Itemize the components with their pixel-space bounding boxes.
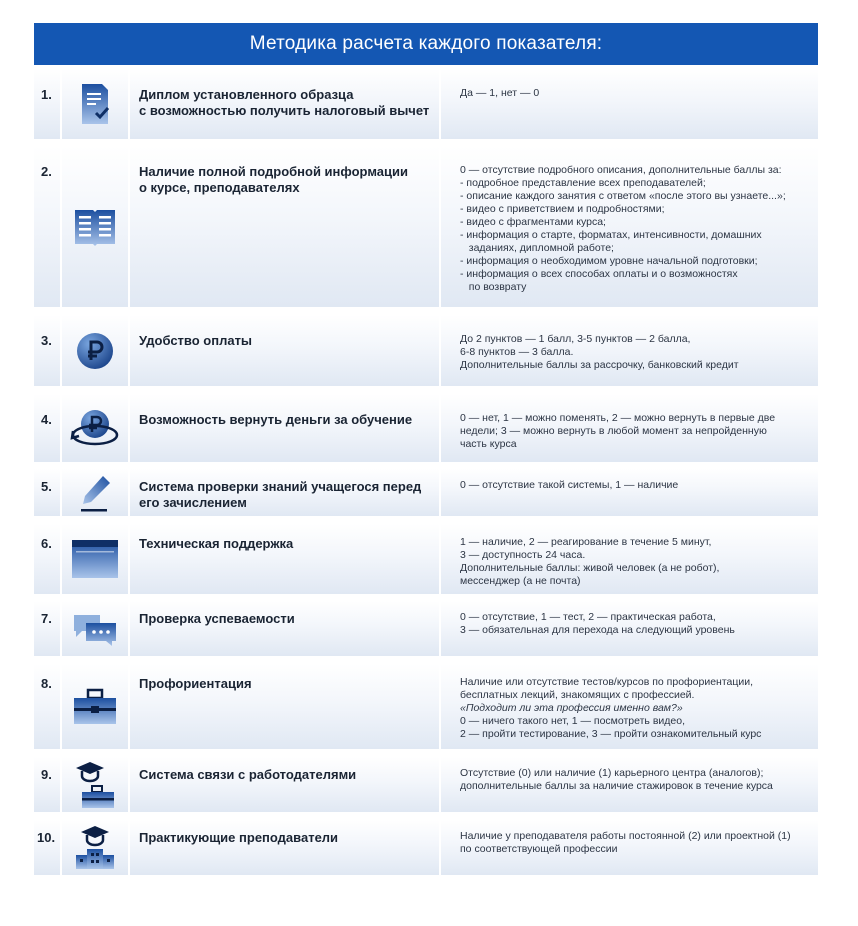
table-row [34, 315, 818, 386]
row-number: 3. [41, 333, 52, 348]
table-row [34, 69, 818, 139]
row-number: 2. [41, 164, 52, 179]
description-line: До 2 пунктов — 1 балл, 3-5 пунктов — 2 балла, [460, 333, 691, 345]
indicator-description [441, 664, 818, 749]
indicator-description [441, 757, 818, 812]
indicator-name-line: Диплом установленного образца [139, 87, 354, 102]
description-line: - информация о всех способах оплаты и о возможностях [460, 268, 738, 280]
table-row [34, 469, 818, 516]
description-line: по соответствующей профессии [460, 843, 618, 855]
table-row [34, 146, 818, 307]
row-number: 8. [41, 676, 52, 691]
description-line: «Подходит ли эта профессия именно вам?» [460, 702, 683, 714]
table-row [34, 664, 818, 749]
row-number: 7. [41, 611, 52, 626]
description-line: Отсутствие (0) или наличие (1) карьерного центра (аналогов); [460, 767, 764, 779]
description-line: 0 — нет, 1 — можно поменять, 2 — можно вернуть в первые две [460, 412, 776, 424]
book-icon [62, 146, 128, 307]
description-line: 0 — отсутствие подробного описания, дополнительные баллы за: [460, 164, 782, 176]
description-line: - информация о старте, форматах, интенсивности, домашних [460, 229, 762, 241]
indicator-name [130, 820, 439, 875]
indicator-name [130, 394, 439, 462]
indicator-name-line: с возможностью получить налоговый вычет [139, 103, 430, 118]
table-row [34, 757, 818, 812]
page-title: Методика расчета каждого показателя: [34, 23, 818, 65]
indicator-name-line: Возможность вернуть деньги за обучение [139, 412, 413, 427]
briefcase-icon [62, 664, 128, 749]
indicator-name [130, 69, 439, 139]
description-line: - информация о необходимом уровне начальной подготовки; [460, 255, 758, 267]
indicator-name [130, 146, 439, 307]
indicator-name [130, 601, 439, 656]
description-line: 3 — обязательная для перехода на следующий уровень [460, 624, 735, 636]
indicator-name [130, 524, 439, 594]
indicator-description [441, 146, 818, 307]
table-row [34, 820, 818, 875]
row-number: 4. [41, 412, 52, 427]
indicator-name-line: Профориентация [139, 676, 252, 691]
description-line: 0 — отсутствие, 1 — тест, 2 — практическая работа, [460, 611, 716, 623]
description-line: Дополнительные баллы за рассрочку, банковский кредит [460, 359, 739, 371]
description-line: Наличие у преподавателя работы постоянной (2) или проектной (1) [460, 830, 791, 842]
indicator-name-line: о курсе, преподавателях [139, 180, 300, 195]
description-line: мессенджер (а не почта) [460, 575, 581, 587]
description-line: заданиях, дипломной работе; [460, 242, 614, 254]
pencil-icon [62, 469, 128, 516]
diploma-icon [62, 69, 128, 139]
description-line: - подробное представление всех преподавателей; [460, 177, 706, 189]
indicator-description [441, 820, 818, 875]
description-line: 3 — доступность 24 часа. [460, 549, 586, 561]
row-number: 10. [37, 830, 56, 845]
description-line: - описание каждого занятия с ответом «после этого вы узнаете...»; [460, 190, 786, 202]
indicator-name-line: Удобство оплаты [139, 333, 253, 348]
description-line: 6-8 пунктов — 3 балла. [460, 346, 574, 358]
description-line: - видео с фрагментами курса; [460, 216, 606, 228]
indicator-description [441, 69, 818, 139]
indicator-name-line: Проверка успеваемости [139, 611, 295, 626]
browser-window-icon [62, 524, 128, 594]
description-line: недели; 3 — можно вернуть в любой момент за непройденную [460, 425, 767, 437]
indicator-name [130, 315, 439, 386]
ruble-coin-icon [62, 315, 128, 386]
row-number: 1. [41, 87, 52, 102]
indicator-name-line: его зачислением [139, 495, 247, 510]
description-line: Наличие или отсутствие тестов/курсов по профориентации, [460, 676, 754, 688]
row-number: 5. [41, 479, 52, 494]
indicator-name [130, 469, 439, 516]
graduate-building-icon [62, 820, 128, 875]
description-line: Да — 1, нет — 0 [460, 87, 540, 99]
description-line: Дополнительные баллы: живой человек (а не робот), [460, 562, 720, 574]
indicator-name-line: Практикующие преподаватели [139, 830, 339, 845]
indicator-description [441, 315, 818, 386]
chat-bubbles-icon [62, 601, 128, 656]
description-line: 2 — пройти тестирование, 3 — пройти ознакомительный курс [460, 728, 762, 740]
description-line: по возврату [460, 281, 527, 293]
indicator-description [441, 601, 818, 656]
indicator-description [441, 524, 818, 594]
description-line: 0 — ничего такого нет, 1 — посмотреть видео, [460, 715, 685, 727]
indicator-name [130, 664, 439, 749]
indicator-name-line: Наличие полной подробной информации [139, 164, 408, 179]
graduate-briefcase-icon [62, 757, 128, 812]
description-line: 0 — отсутствие такой системы, 1 — наличие [460, 479, 679, 491]
indicator-name-line: Система связи с работодателями [139, 767, 357, 782]
indicator-name [130, 757, 439, 812]
description-line: дополнительные баллы за наличие стажировок в течение курса [460, 780, 773, 792]
indicator-name-line: Система проверки знаний учащегося перед [139, 479, 422, 494]
money-return-icon [62, 394, 128, 462]
indicator-description [441, 469, 818, 516]
description-line: 1 — наличие, 2 — реагирование в течение 5 минут, [460, 536, 712, 548]
row-number: 9. [41, 767, 52, 782]
indicator-description [441, 394, 818, 462]
description-line: часть курса [460, 438, 517, 450]
indicator-name-line: Техническая поддержка [139, 536, 294, 551]
description-line: - видео с приветствием и подробностями; [460, 203, 665, 215]
row-number: 6. [41, 536, 52, 551]
description-line: бесплатных лекций, знакомящих с профессией. [460, 689, 695, 701]
table-row [34, 601, 818, 656]
table-row [34, 524, 818, 594]
table-row [34, 394, 818, 462]
